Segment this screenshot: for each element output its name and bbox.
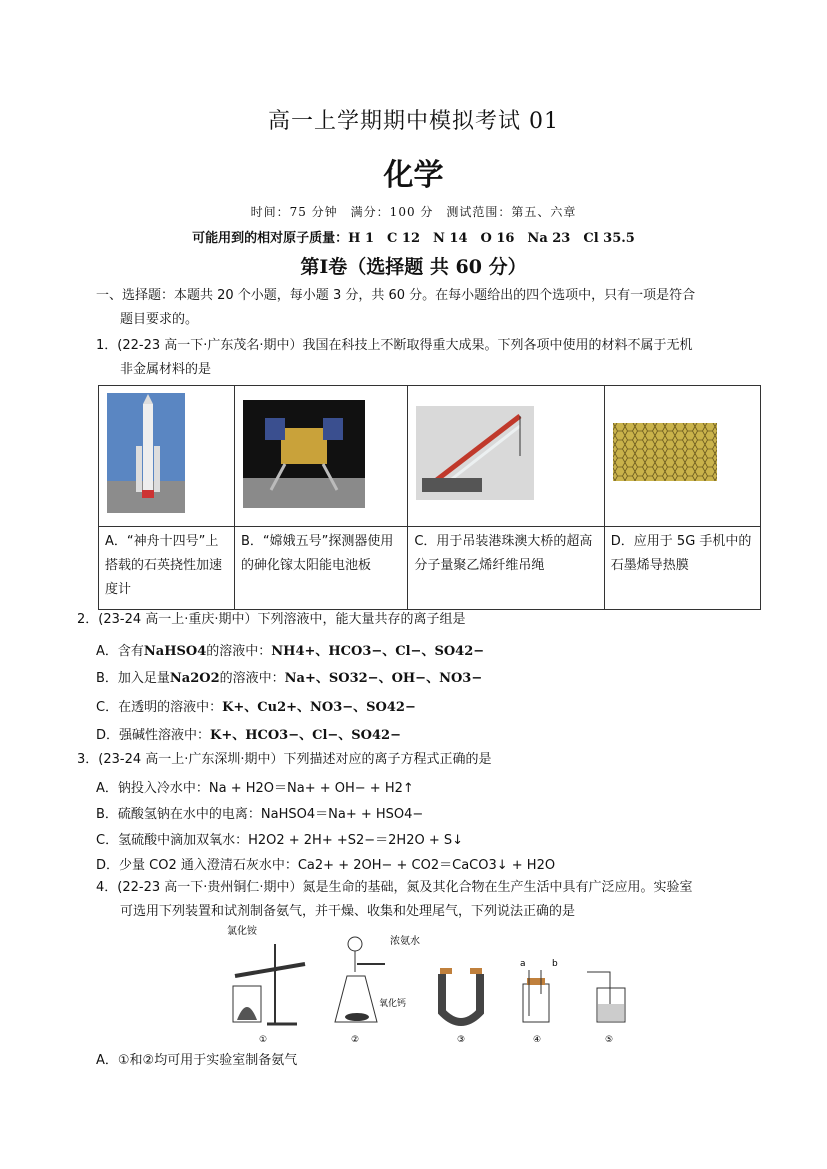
instructions-line-1: 一、选择题：本题共 20 个小题，每小题 3 分，共 60 分。在每小题给出的四个选项中，只有一项是符合 bbox=[96, 288, 696, 303]
apparatus-2-flask bbox=[335, 934, 420, 1045]
label-port-b: b bbox=[552, 959, 558, 969]
atomic-mass-line: 可能用到的相对原子质量：H 1 C 12 N 14 O 16 Na 23 Cl 35.5 bbox=[192, 231, 635, 246]
section-heading: 第Ⅰ卷（选择题 共 60 分） bbox=[300, 256, 527, 278]
label-2: ② bbox=[351, 1035, 360, 1045]
q1-stem-line-1: 1．(22-23 高一下·广东茂名·期中）我国在科技上不断取得重大成果。下列各项中使用的材料不属于无机 bbox=[96, 338, 693, 353]
q1-image-cell-d bbox=[604, 386, 760, 527]
label-conc-ammonia: 浓氨水 bbox=[390, 936, 420, 947]
q2-option-b: B．加入足量Na2O2的溶液中：Na+、SO32−、OH−、NO3− bbox=[96, 671, 483, 686]
q3-option-a: A．钠投入冷水中：Na + H2O＝Na+ + OH− + H2↑ bbox=[96, 781, 414, 796]
q2-option-a: A．含有NaHSO4的溶液中：NH4+、HCO3−、Cl−、SO42− bbox=[96, 644, 485, 659]
label-1: ① bbox=[259, 1035, 268, 1045]
apparatus-4-bottle bbox=[520, 959, 558, 1045]
graphene-image bbox=[605, 386, 759, 526]
instructions-line-2: 题目要求的。 bbox=[120, 312, 199, 327]
lunar-probe-image bbox=[235, 386, 406, 526]
apparatus-1-heating-tube bbox=[227, 924, 305, 1045]
label-5: ⑤ bbox=[605, 1035, 614, 1045]
q1-image-cell-a bbox=[99, 386, 235, 527]
label-port-a: a bbox=[520, 959, 526, 969]
q1-image-cell-c bbox=[408, 386, 604, 527]
q3-option-b: B．硫酸氢钠在水中的电离：NaHSO4＝Na+ + HSO4− bbox=[96, 807, 424, 822]
q1-option-b: B．“嫦娥五号”探测器使用的砷化镓太阳能电池板 bbox=[235, 527, 408, 610]
q4-stem-line-2: 可选用下列装置和试剂制备氨气，并干燥、收集和处理尾气，下列说法正确的是 bbox=[120, 904, 576, 919]
q2-option-c: C．在透明的溶液中：K+、Cu2+、NO3−、SO42− bbox=[96, 700, 416, 715]
rocket-image bbox=[99, 386, 233, 526]
label-ammonium-chloride: 氯化铵 bbox=[227, 926, 257, 937]
crane-image bbox=[408, 386, 602, 526]
ammonia-apparatus-diagram bbox=[215, 924, 635, 1048]
page-title: 高一上学期期中模拟考试 01 bbox=[268, 109, 559, 134]
label-calcium-oxide: 氧化钙 bbox=[379, 999, 407, 1009]
q3-option-c: C．氢硫酸中滴加双氧水：H2O2 + 2H+ +S2−＝2H2O + S↓ bbox=[96, 833, 464, 848]
apparatus-3-u-tube bbox=[440, 968, 482, 1045]
label-4: ④ bbox=[533, 1035, 542, 1045]
q4-stem-line-1: 4．(22-23 高一下·贵州铜仁·期中）氮是生命的基础，氮及其化合物在生产生活中具有广泛应用。实验室 bbox=[96, 880, 693, 895]
q1-stem-line-2: 非金属材料的是 bbox=[120, 362, 212, 377]
q1-option-d: D．应用于 5G 手机中的石墨烯导热膜 bbox=[604, 527, 760, 610]
q1-options-table bbox=[98, 385, 761, 610]
q3-stem: 3．(23-24 高一上·广东深圳·期中）下列描述对应的离子方程式正确的是 bbox=[77, 752, 492, 767]
q1-option-c: C．用于吊装港珠澳大桥的超高分子量聚乙烯纤维吊绳 bbox=[408, 527, 604, 610]
q3-option-d: D．少量 CO2 通入澄清石灰水中：Ca2+ + 2OH− + CO2＝CaCO3↓ + H2O bbox=[96, 858, 556, 873]
subject-title: 化学 bbox=[383, 158, 444, 193]
q1-option-a: A．“神舟十四号”上搭载的石英挠性加速度计 bbox=[99, 527, 235, 610]
q2-stem: 2．(23-24 高一上·重庆·期中）下列溶液中，能大量共存的离子组是 bbox=[77, 612, 466, 627]
q4-option-a: A．①和②均可用于实验室制备氨气 bbox=[96, 1053, 298, 1068]
exam-info: 时间：75 分钟 满分：100 分 测试范围：第五、六章 bbox=[250, 205, 577, 219]
apparatus-5-beaker bbox=[587, 972, 625, 1045]
q2-option-d: D．强碱性溶液中：K+、HCO3−、Cl−、SO42− bbox=[96, 728, 401, 743]
label-3: ③ bbox=[457, 1035, 466, 1045]
q1-image-cell-b bbox=[235, 386, 408, 527]
